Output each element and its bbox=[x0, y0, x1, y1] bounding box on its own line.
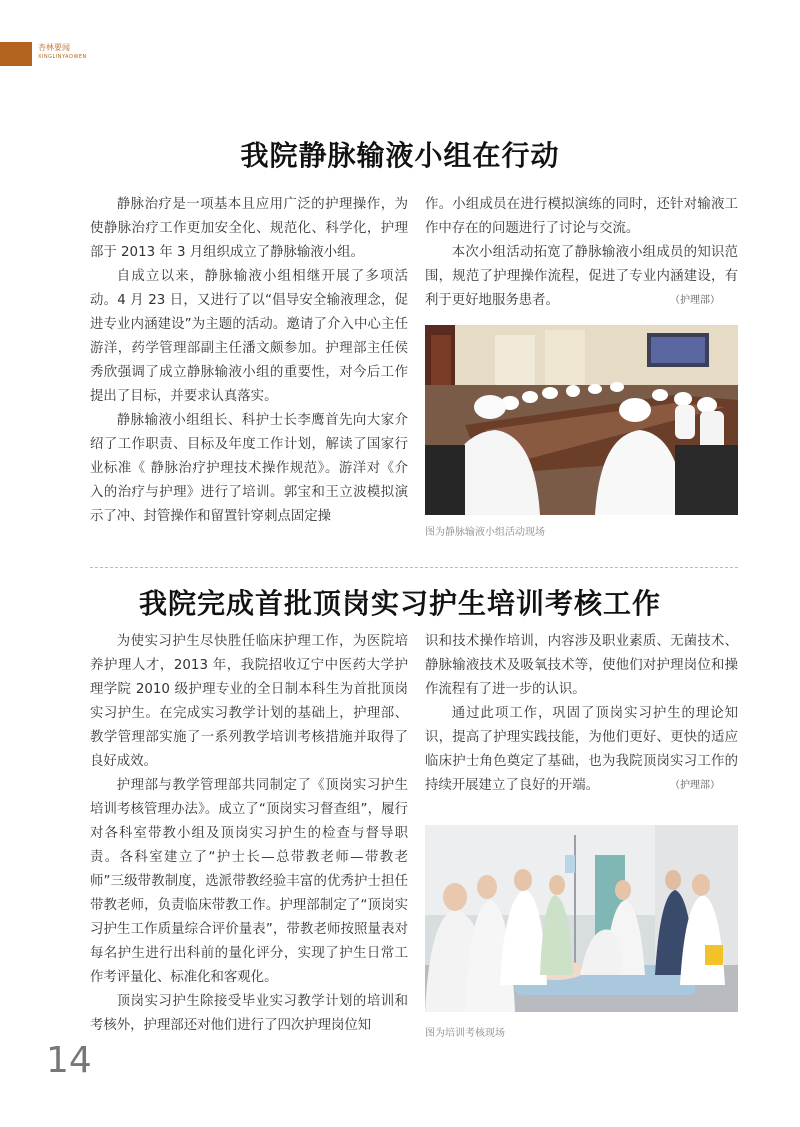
article2-paragraph: 为使实习护生尽快胜任临床护理工作，为医院培养护理人才，2013 年，我院招收辽宁中医药大学护理学院 2010 级护理专业的全日制本科生为首批顶岗实习护生。在完成实习教学计划的基础上，护理部、教学管理部实施了一系列教学培训考核措施并取得了良好成效。 bbox=[90, 634, 408, 769]
meeting-photo bbox=[425, 325, 738, 515]
article1-paragraph: 自成立以来，静脉输液小组相继开展了多项活动。4 月 23 日，又进行了以“倡导安全输液理念，促进专业内涵建设”为主题的活动。邀请了介入中心主任游洋，药学管理部副主任潘文颇参加。护理部主任侯秀欣强调了成立静脉输液小组的重要性，对今后工作提出了目标，并要求认真落实。 bbox=[90, 269, 408, 404]
article1-left-column bbox=[90, 193, 408, 529]
article1-photo-caption: 图为静脉输液小组活动现场 bbox=[425, 527, 545, 538]
page-number: 14 bbox=[46, 1040, 92, 1081]
article2-paragraph-continued: 识和技术操作培训，内容涉及职业素质、无菌技术、静脉输液技术及吸氧技术等，使他们对护理岗位和操作流程有了进一步的认识。 bbox=[425, 634, 738, 697]
training-photo bbox=[425, 825, 738, 1012]
article2-photo bbox=[425, 825, 738, 1012]
article2-paragraph: 顶岗实习护生除接受毕业实习教学计划的培训和考核外，护理部还对他们进行了四次护理岗位知 bbox=[90, 994, 408, 1033]
article1-paragraph: 静脉治疗是一项基本且应用广泛的护理操作，为使静脉治疗工作更加安全化、规范化、科学化，护理部于 2013 年 3 月组织成立了静脉输液小组。 bbox=[90, 197, 408, 260]
article2-right-column bbox=[425, 630, 738, 798]
article1-title: 我院静脉输液小组在行动 bbox=[240, 139, 560, 172]
article1-photo bbox=[425, 325, 738, 515]
article1-paragraph: 静脉输液小组组长、科护士长李鹰首先向大家介绍了工作职责、目标及年度工作计划，解读了国家行业标准《 静脉治疗护理技术操作规范》。游洋对《介入的治疗与护理》进行了培训。郭宝和王立波模拟演示了冲、封管操作和留置针穿刺点固定操 bbox=[90, 413, 408, 524]
article1-right-column bbox=[425, 193, 738, 313]
magazine-pinyin: XINGLINYAOWEN bbox=[38, 54, 87, 60]
header-color-block bbox=[0, 42, 32, 66]
article2-left-column bbox=[90, 630, 408, 1038]
article2-signature: （护理部） bbox=[670, 780, 720, 791]
article1-paragraph bbox=[425, 241, 738, 313]
article2-paragraph: 护理部与教学管理部共同制定了《顶岗实习护生培训考核管理办法》。成立了“顶岗实习督查组”，履行对各科室带教小组及顶岗实习护生的检查与督导职责。各科室建立了“护士长—总带教老师—带教老师”三级带教制度，选派带教经验丰富的优秀护士担任带教老师，负责临床带教工作。护理部制定了“顶岗实习护生工作质量综合评价量表”，带教老师按照量表对每名护生进行出科前的量化评分，实现了护生日常工作考评量化、标准化和客观化。 bbox=[90, 778, 408, 985]
article2-closing-text: 通过此项工作，巩固了顶岗实习护生的理论知识，提高了护理实践技能，为他们更好、更快的适应临床护士角色奠定了基础，也为我院顶岗实习工作的持续开展建立了良好的开端。 bbox=[425, 706, 738, 793]
article1-signature: （护理部） bbox=[670, 295, 720, 306]
magazine-name: 杏林要闻 bbox=[38, 43, 70, 52]
article1-closing-text: 本次小组活动拓宽了静脉输液小组成员的知识范围，规范了护理操作流程，促进了专业内涵建设，有利于更好地服务患者。 bbox=[425, 245, 738, 308]
article2-photo-caption: 图为培训考核现场 bbox=[425, 1028, 505, 1039]
article1-paragraph-continued: 作。小组成员在进行模拟演练的同时，还针对输液工作中存在的问题进行了讨论与交流。 bbox=[425, 197, 738, 236]
article2-paragraph bbox=[425, 702, 738, 798]
article-divider bbox=[90, 567, 738, 568]
article2-title: 我院完成首批顶岗实习护生培训考核工作 bbox=[138, 587, 661, 620]
